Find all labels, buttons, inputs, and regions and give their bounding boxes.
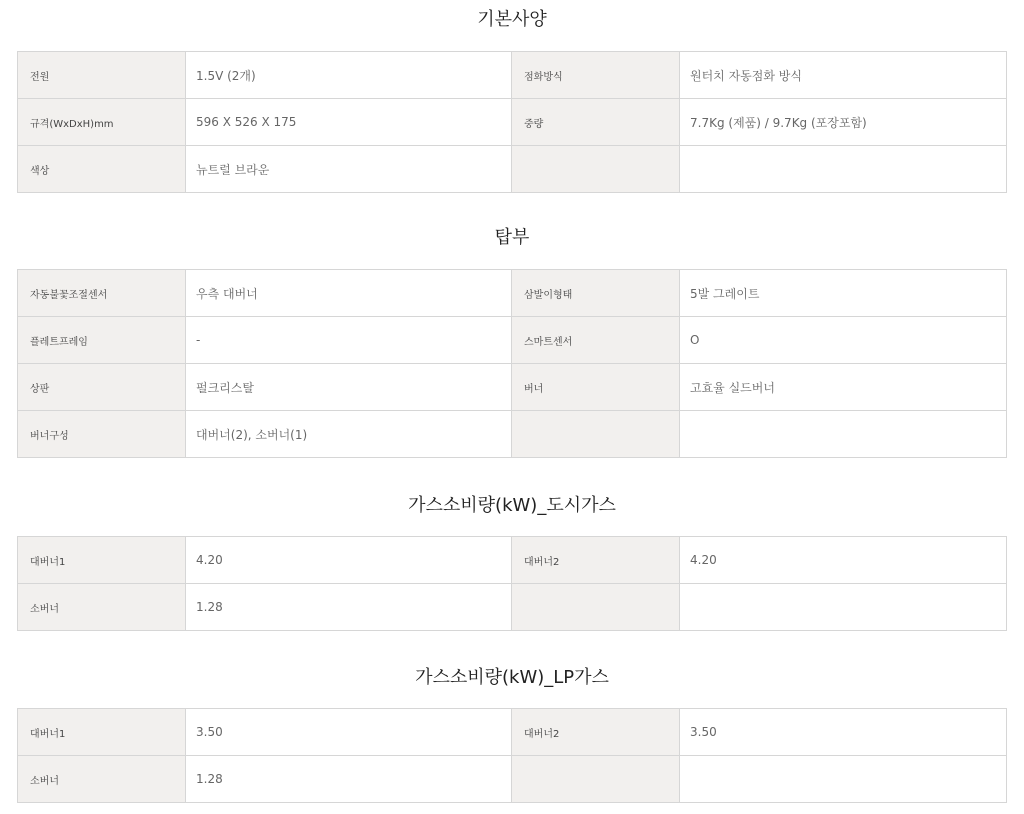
table-row	[18, 270, 1007, 317]
spec-value: 7.7Kg (제품) / 9.7Kg (포장포함)	[680, 99, 1007, 146]
section-title-top-part: 탑부	[494, 227, 530, 248]
spec-label: 대버너1	[18, 709, 186, 756]
spec-value: 3.50	[186, 709, 512, 756]
table-row	[18, 364, 1007, 411]
table-row	[18, 756, 1007, 803]
spec-value: 5발 그레이트	[680, 270, 1007, 317]
spec-label: 점화방식	[512, 52, 680, 99]
spec-table-gas-lp	[17, 708, 1007, 803]
spec-value: 1.28	[186, 756, 512, 803]
table-row	[18, 146, 1007, 193]
spec-value	[680, 584, 1007, 631]
table-row	[18, 584, 1007, 631]
spec-label: 플레트프레임	[18, 317, 186, 364]
spec-value	[680, 146, 1007, 193]
spec-value: 펄크리스탈	[186, 364, 512, 411]
spec-label	[512, 584, 680, 631]
spec-table-basic	[17, 51, 1007, 193]
spec-table-gas-city	[17, 536, 1007, 631]
spec-label: 자동불꽃조절센서	[18, 270, 186, 317]
spec-label: 소버너	[18, 584, 186, 631]
spec-value: 뉴트럴 브라운	[186, 146, 512, 193]
spec-label: 색상	[18, 146, 186, 193]
spec-value: 1.5V (2개)	[186, 52, 512, 99]
spec-label: 소버너	[18, 756, 186, 803]
spec-table-top	[17, 269, 1007, 458]
table-row	[18, 317, 1007, 364]
spec-label: 버너구성	[18, 411, 186, 458]
spec-value: 원터치 자동점화 방식	[680, 52, 1007, 99]
spec-value: -	[186, 317, 512, 364]
spec-label: 전원	[18, 52, 186, 99]
table-row	[18, 709, 1007, 756]
spec-value: 4.20	[680, 537, 1007, 584]
spec-label: 대버너2	[512, 709, 680, 756]
section-title-basic-specs: 기본사양	[477, 9, 547, 30]
table-row	[18, 52, 1007, 99]
spec-label: 삼발이형태	[512, 270, 680, 317]
spec-value: 우측 대버너	[186, 270, 512, 317]
spec-label	[512, 411, 680, 458]
table-row	[18, 99, 1007, 146]
spec-value: 596 X 526 X 175	[186, 99, 512, 146]
section-title-gas-lp: 가스소비량(kW)_LP가스	[415, 667, 609, 688]
spec-value	[680, 411, 1007, 458]
spec-value: 4.20	[186, 537, 512, 584]
spec-value: 3.50	[680, 709, 1007, 756]
spec-label: 버너	[512, 364, 680, 411]
spec-value: 고효율 실드버너	[680, 364, 1007, 411]
spec-label: 대버너1	[18, 537, 186, 584]
table-row	[18, 537, 1007, 584]
spec-label: 스마트센서	[512, 317, 680, 364]
spec-label: 중량	[512, 99, 680, 146]
spec-value: 1.28	[186, 584, 512, 631]
spec-label: 대버너2	[512, 537, 680, 584]
spec-value: 대버너(2), 소버너(1)	[186, 411, 512, 458]
spec-label: 규격(WxDxH)mm	[18, 99, 186, 146]
spec-label: 상판	[18, 364, 186, 411]
spec-value: O	[680, 317, 1007, 364]
table-row	[18, 411, 1007, 458]
section-title-gas-city: 가스소비량(kW)_도시가스	[408, 495, 616, 516]
spec-label	[512, 146, 680, 193]
spec-label	[512, 756, 680, 803]
spec-value	[680, 756, 1007, 803]
